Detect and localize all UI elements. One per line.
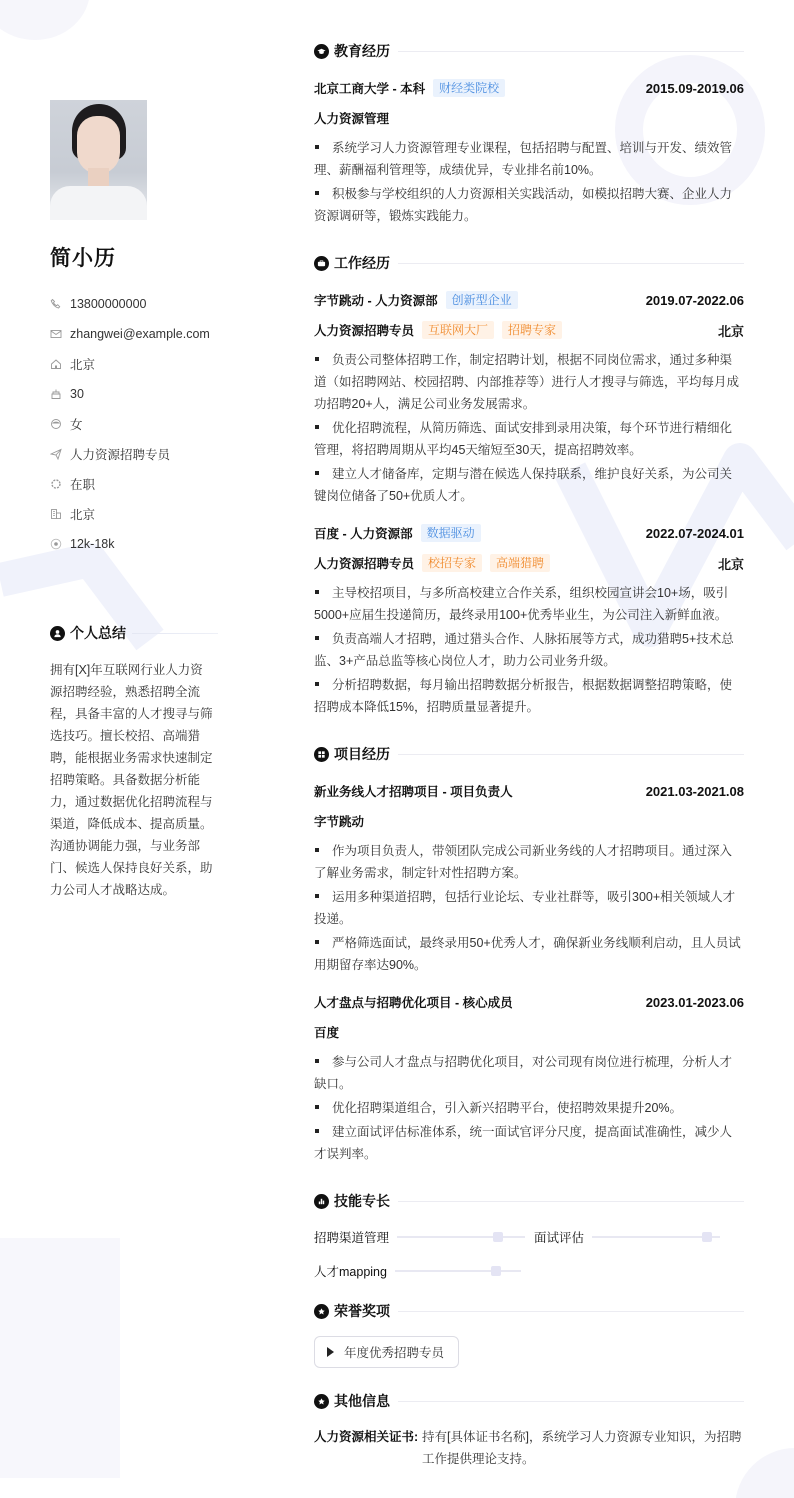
divider [132, 633, 218, 634]
projects-section [314, 743, 744, 1165]
skill-name: 招聘渠道管理 [314, 1231, 390, 1245]
other-info-row [314, 1426, 744, 1470]
job-role-row [314, 551, 744, 575]
skill-name: 人才mapping [314, 1265, 387, 1279]
user-icon [50, 626, 65, 641]
info-work-city: 北京 [50, 499, 218, 529]
list-item: 分析招聘数据，每月输出招聘数据分析报告，根据数据调整招聘策略，使招聘成本降低15%，招聘质量显著提升。 [314, 678, 733, 714]
summary-header [50, 622, 218, 644]
play-icon [327, 1347, 334, 1357]
divider [398, 1401, 744, 1402]
awards-header: 荣誉奖项 [314, 1300, 744, 1322]
graduation-cap-icon [314, 44, 329, 59]
list-item: 主导校招项目，与多所高校建立合作关系，组织校园宣讲会10+场，吸引5000+应届生投递简历，最终录用100+优秀毕业生，为公司注入新鲜血液。 [314, 586, 729, 622]
salary-icon [50, 538, 62, 550]
skills-grid [314, 1226, 744, 1282]
project-name: 新业务线人才招聘项目 - 项目负责人 [314, 785, 513, 799]
skill-level-bar [397, 1236, 525, 1238]
education-header: 教育经历 [314, 40, 744, 62]
skill-level-knob [702, 1232, 712, 1242]
info-email: zhangwei@example.com [50, 319, 218, 349]
list-item: 建立人才储备库，定期与潜在候选人保持联系，维护良好关系，为公司关键岗位储备了50+优质人才。 [314, 467, 733, 503]
decor-circle-top-left [0, 0, 90, 40]
award-item[interactable]: 年度优秀招聘专员 [314, 1336, 459, 1368]
building-icon [50, 508, 62, 520]
info-status: 在职 [50, 469, 218, 499]
list-item: 优化招聘渠道组合，引入新兴招聘平台，使招聘效果提升20%。 [314, 1097, 744, 1119]
school-name: 北京工商大学 - 本科 [314, 82, 426, 96]
skills-header: 技能专长 [314, 1190, 744, 1212]
project-org-row [314, 1020, 744, 1044]
summary-title: 个人总结 [70, 625, 126, 641]
home-icon [50, 358, 62, 370]
list-item: 系统学习人力资源管理专业课程，包括招聘与配置、培训与开发、绩效管理、薪酬福利管理等，成绩优异，专业排名前10%。 [314, 141, 733, 177]
skill-item [314, 1260, 534, 1282]
skill-level-bar [395, 1270, 521, 1272]
info-gender: 女 [50, 409, 218, 439]
main-content [314, 40, 744, 1470]
job-role: 人力资源招聘专员 [314, 557, 415, 571]
summary-section [50, 622, 218, 901]
skills-section [314, 1190, 744, 1282]
job-location: 北京 [717, 556, 744, 572]
list-item: 运用多种渠道招聘，包括行业论坛、专业社群等，吸引300+相关领域人才投递。 [314, 890, 736, 926]
candidate-name: 简小历 [50, 247, 116, 270]
job-date: 2019.07-2022.06 [645, 292, 744, 308]
skill-level-knob [491, 1266, 501, 1276]
grid-icon [314, 747, 329, 762]
school-tag: 财经类院校 [433, 79, 505, 97]
list-item: 参与公司人才盘点与招聘优化项目，对公司现有岗位进行梳理，分析人才缺口。 [314, 1055, 733, 1091]
list-item: 负责高端人才招聘，通过猎头合作、人脉拓展等方式，成功猎聘5+技术总监、3+产品总监等核心岗位人才，助力公司业务升级。 [314, 632, 734, 668]
job-location: 北京 [717, 323, 744, 339]
project-header [314, 990, 744, 1014]
contact-info-list [50, 289, 218, 559]
other-info-value: 持有[具体证书名称]，系统学习人力资源专业知识，为招聘工作提供理论支持。 [422, 1430, 742, 1466]
job-role: 人力资源招聘专员 [314, 324, 415, 338]
award-icon [314, 1304, 329, 1319]
divider [398, 1201, 744, 1202]
education-entry-header [314, 76, 744, 100]
skill-level-bar [592, 1236, 720, 1238]
project-org: 百度 [314, 1026, 340, 1040]
divider [398, 1311, 744, 1312]
company-tag: 创新型企业 [446, 291, 518, 309]
list-item: 作为项目负责人，带领团队完成公司新业务线的人才招聘项目。通过深入了解业务需求，制定针对性招聘方案。 [314, 844, 733, 880]
job-role-row [314, 318, 744, 342]
status-icon [50, 478, 62, 490]
divider [398, 263, 744, 264]
job-header [314, 288, 744, 312]
briefcase-icon [314, 256, 329, 271]
job-bullets [314, 582, 744, 718]
education-bullets [314, 137, 744, 227]
project-date: 2023.01-2023.06 [645, 994, 744, 1010]
project-date: 2021.03-2021.08 [645, 783, 744, 799]
list-item: 建立面试评估标准体系，统一面试官评分尺度，提高面试准确性，减少人才误判率。 [314, 1125, 733, 1161]
job-bullets [314, 349, 744, 507]
project-bullets [314, 840, 744, 976]
awards-section [314, 1300, 744, 1368]
major: 人力资源管理 [314, 112, 390, 126]
work-section [314, 252, 744, 718]
job-date: 2022.07-2024.01 [645, 525, 744, 541]
mail-icon [50, 328, 62, 340]
list-item: 负责公司整体招聘工作，制定招聘计划，根据不同岗位需求，通过多种渠道（如招聘网站、校园招聘、内部推荐等）进行人才搜寻与筛选，平均每月成功招聘20+人，满足公司业务发展需求。 [314, 353, 740, 411]
info-location: 北京 [50, 349, 218, 379]
bar-chart-icon [314, 1194, 329, 1209]
divider [398, 754, 744, 755]
avatar-photo [50, 100, 147, 220]
job-header [314, 521, 744, 545]
project-header [314, 779, 744, 803]
skill-item [534, 1226, 744, 1248]
education-date: 2015.09-2019.06 [645, 80, 744, 96]
education-section [314, 40, 744, 227]
other-header: 其他信息 [314, 1390, 744, 1412]
info-salary: 12k-18k [50, 529, 218, 559]
decor-rect-bottom-left [0, 1238, 120, 1478]
send-icon [50, 448, 62, 460]
phone-icon [50, 298, 62, 310]
info-phone: 13800000000 [50, 289, 218, 319]
role-tag: 高端猎聘 [490, 554, 550, 572]
info-position: 人力资源招聘专员 [50, 439, 218, 469]
work-header: 工作经历 [314, 252, 744, 274]
projects-header: 项目经历 [314, 743, 744, 765]
list-item: 积极参与学校组织的人力资源相关实践活动，如模拟招聘大赛、企业人力资源调研等，锻炼实践能力。 [314, 187, 733, 223]
company-tag: 数据驱动 [421, 524, 481, 542]
info-icon [314, 1394, 329, 1409]
divider [398, 51, 744, 52]
project-org-row [314, 809, 744, 833]
other-section [314, 1390, 744, 1470]
skill-level-knob [493, 1232, 503, 1242]
company-name: 字节跳动 - 人力资源部 [314, 294, 438, 308]
role-tag: 互联网大厂 [422, 321, 494, 339]
summary-text: 拥有[X]年互联网行业人力资源招聘经验，熟悉招聘全流程，具备丰富的人才搜寻与筛选技巧。擅长校招、高端猎聘，能根据业务需求快速制定招聘策略。具备数据分析能力，通过数据优化招聘流程与渠道，降低成本、提高质量。沟通协调能力强，与业务部门、候选人保持良好关系，助力公司人才战略达成。 [50, 663, 213, 897]
role-tag: 校招专家 [422, 554, 482, 572]
project-bullets [314, 1051, 744, 1165]
company-name: 百度 - 人力资源部 [314, 527, 413, 541]
gender-icon [50, 418, 62, 430]
education-major-row [314, 106, 744, 130]
project-org: 字节跳动 [314, 815, 365, 829]
role-tag: 招聘专家 [502, 321, 562, 339]
info-age: 30 [50, 379, 218, 409]
cake-icon [50, 388, 62, 400]
list-item: 优化招聘流程，从简历筛选、面试安排到录用决策，每个环节进行精细化管理，将招聘周期从平均45天缩短至30天，提高招聘效率。 [314, 421, 733, 457]
skill-item [314, 1226, 534, 1248]
profile-sidebar [50, 100, 218, 559]
project-name: 人才盘点与招聘优化项目 - 核心成员 [314, 996, 513, 1010]
skill-name: 面试评估 [534, 1231, 585, 1245]
list-item: 严格筛选面试，最终录用50+优秀人才，确保新业务线顺利启动，且人员试用期留存率达90%。 [314, 936, 741, 972]
other-info-key: 人力资源相关证书: [314, 1430, 419, 1444]
